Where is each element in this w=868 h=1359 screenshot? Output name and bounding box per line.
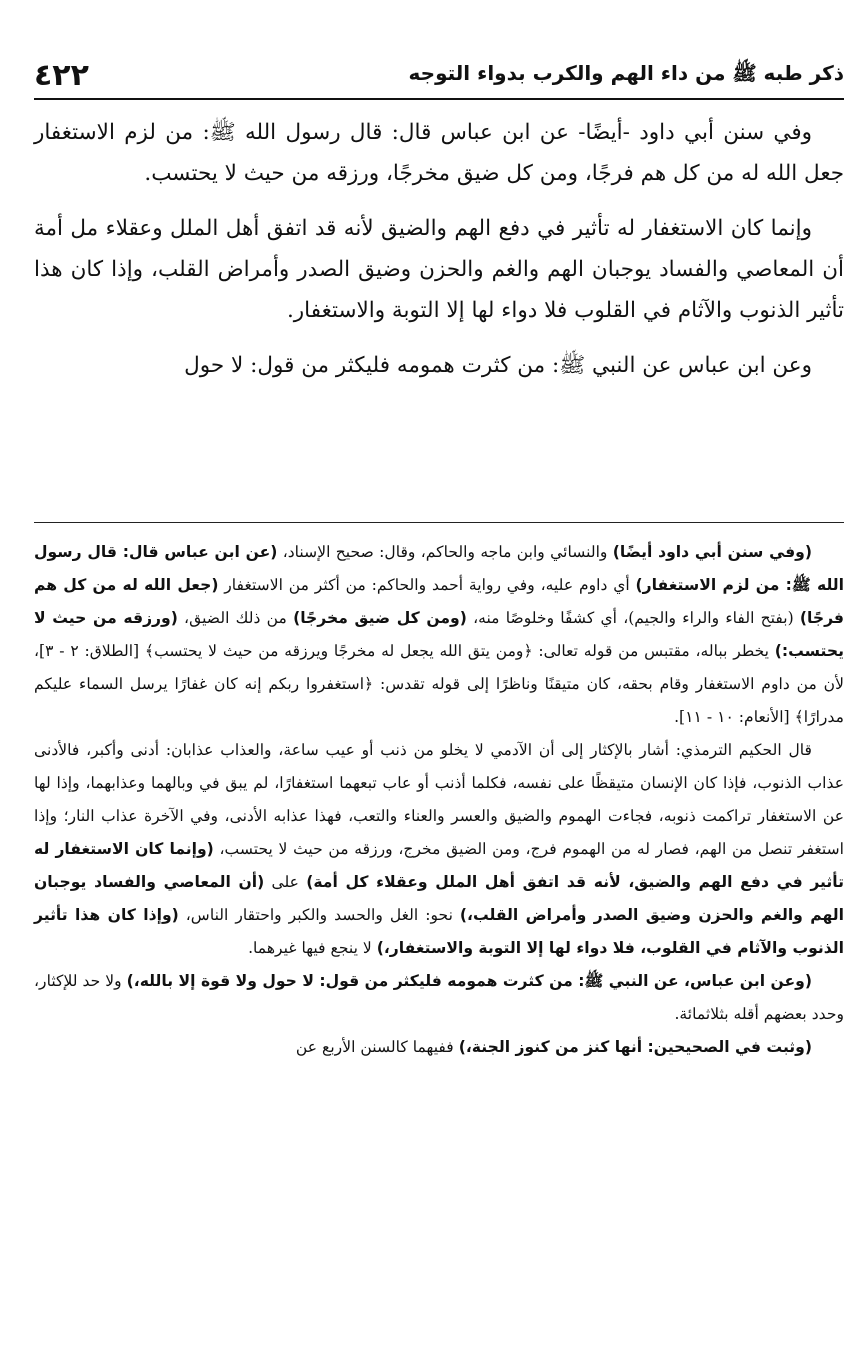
- commentary-text: لا ينجع فيها غيرهما.: [248, 939, 377, 957]
- commentary-text: ولا حد للإكثار، وحدد بعضهم أقله بثلاثمائة.: [34, 972, 844, 1023]
- quoted-matn-text: (ومن كل ضيق مخرجًا): [293, 609, 467, 627]
- commentary-text: (بفتح الفاء والراء والجيم)، أي كشفًا وخلوصًا منه،: [466, 609, 800, 627]
- commentary-text: يخطر بباله، مقتبس من قوله تعالى: ﴿ومن يتق الله يجعل له مخرجًا ويرزقه من حيث لا يحتسب﴾ [الطلاق: ٢ - ٣]، لأن من داوم الاستغفار وقام بحقه، كان متيقنًا وناظرًا إلى قوله تقدس: ﴿استغفروا ربكم إنه كان غفارًا يرسل السماء عليكم مدرارًا﴾ [الأنعام: ١٠ - ١١].: [34, 642, 844, 726]
- commentary: [34, 536, 844, 1064]
- main-paragraph: وإنما كان الاستغفار له تأثير في دفع الهم والضيق لأنه قد اتفق أهل الملل وعقلاء مل أمة أن المعاصي والفساد يوجبان الهم والغم والحزن وضيق الصدر وأمراض القلب، وإذا كان هذا تأثير الذنوب والآثام في القلوب فلا دواء لها إلا التوبة والاستغفار.: [34, 216, 844, 323]
- quoted-matn-text: (وفي سنن أبي داود أيضًا): [612, 543, 812, 561]
- commentary-text: والنسائي وابن ماجه والحاكم، وقال: صحيح الإسناد،: [277, 543, 613, 561]
- commentary-text: ففيهما كالسنن الأربع عن: [295, 1038, 459, 1056]
- quoted-matn-text: (وإذا كان هذا تأثير الذنوب والآثام في القلوب، فلا دواء لها إلا التوبة والاستغفار،): [34, 906, 844, 957]
- commentary-text: نحو: الغل والحسد والكبر واحتقار الناس،: [178, 906, 460, 924]
- running-title: ذكر طبه ﷺ من داء الهم والكرب بدواء التوجه: [408, 60, 844, 85]
- main-paragraph: وعن ابن عباس عن النبي ﷺ: من كثرت همومه فليكثر من قول: لا حول: [184, 353, 812, 378]
- quoted-matn-text: (عن ابن عباس قال: قال رسول الله ﷺ: من لزم الاستغفار): [34, 543, 845, 594]
- quoted-matn-text: (جعل الله له من كل هم فرجًا): [34, 576, 845, 627]
- page-number: ٤٢٢: [34, 57, 89, 93]
- footnote-separator: [34, 522, 844, 523]
- commentary-text: على: [264, 873, 307, 891]
- commentary-paragraph: [34, 1031, 844, 1064]
- commentary-paragraph: [34, 536, 844, 734]
- commentary-paragraph: [34, 965, 844, 1031]
- book-page: [34, 0, 844, 1359]
- main-text: [34, 112, 844, 386]
- commentary-text: من ذلك الضيق،: [177, 609, 294, 627]
- page-header: [34, 52, 844, 100]
- commentary-text: قال الحكيم الترمذي: أشار بالإكثار إلى أن الآدمي لا يخلو من ذنب أو عيب ساعة، والعذاب عذابان: أدنى وأكبر، فالأدنى عذاب الذنوب، فإذا كان الإنسان متيقظًا على نفسه، فكلما أذنب أو عاب تبعهما استغفارًا، لم يبق في وبالهما وعذابهما، وإذا لها عن الاستغفار تراكمت ذنوبه، فجاءت الهموم والضيق والعسر والعناء والتعب، فهذا عذابه الأدنى، وفي الآخرة عذاب النار؛ وإذا استغفر تنصل من الهم، فصار له من الهموم فرج، ومن الضيق مخرج، ورزقه من حيث لا يحتسب،: [34, 741, 844, 858]
- quoted-matn-text: (ورزقه من حيث لا يحتسب:): [34, 609, 844, 660]
- quoted-matn-text: (وعن ابن عباس، عن النبي ﷺ: من كثرت همومه فليكثر من قول: لا حول ولا قوة إلا بالله،): [126, 972, 812, 990]
- quoted-matn-text: (وثبت في الصحيحين: أنها كنز من كنوز الجنة،): [458, 1038, 812, 1056]
- commentary-text: أي داوم عليه، وفي رواية أحمد والحاكم: من أكثر من الاستغفار: [218, 576, 636, 594]
- quoted-matn-text: (وإنما كان الاستغفار له تأثير في دفع الهم والضيق، لأنه قد اتفق أهل الملل وعقلاء كل أمة): [34, 840, 844, 891]
- main-paragraph: وفي سنن أبي داود -أيضًا- عن ابن عباس قال: قال رسول الله ﷺ: من لزم الاستغفار جعل الله له من كل هم فرجًا، ومن كل ضيق مخرجًا، ورزقه من حيث لا يحتسب.: [34, 120, 844, 186]
- commentary-paragraph: [34, 734, 844, 965]
- quoted-matn-text: (أن المعاصي والفساد يوجبان الهم والغم والحزن وضيق الصدر وأمراض القلب،): [34, 873, 844, 924]
